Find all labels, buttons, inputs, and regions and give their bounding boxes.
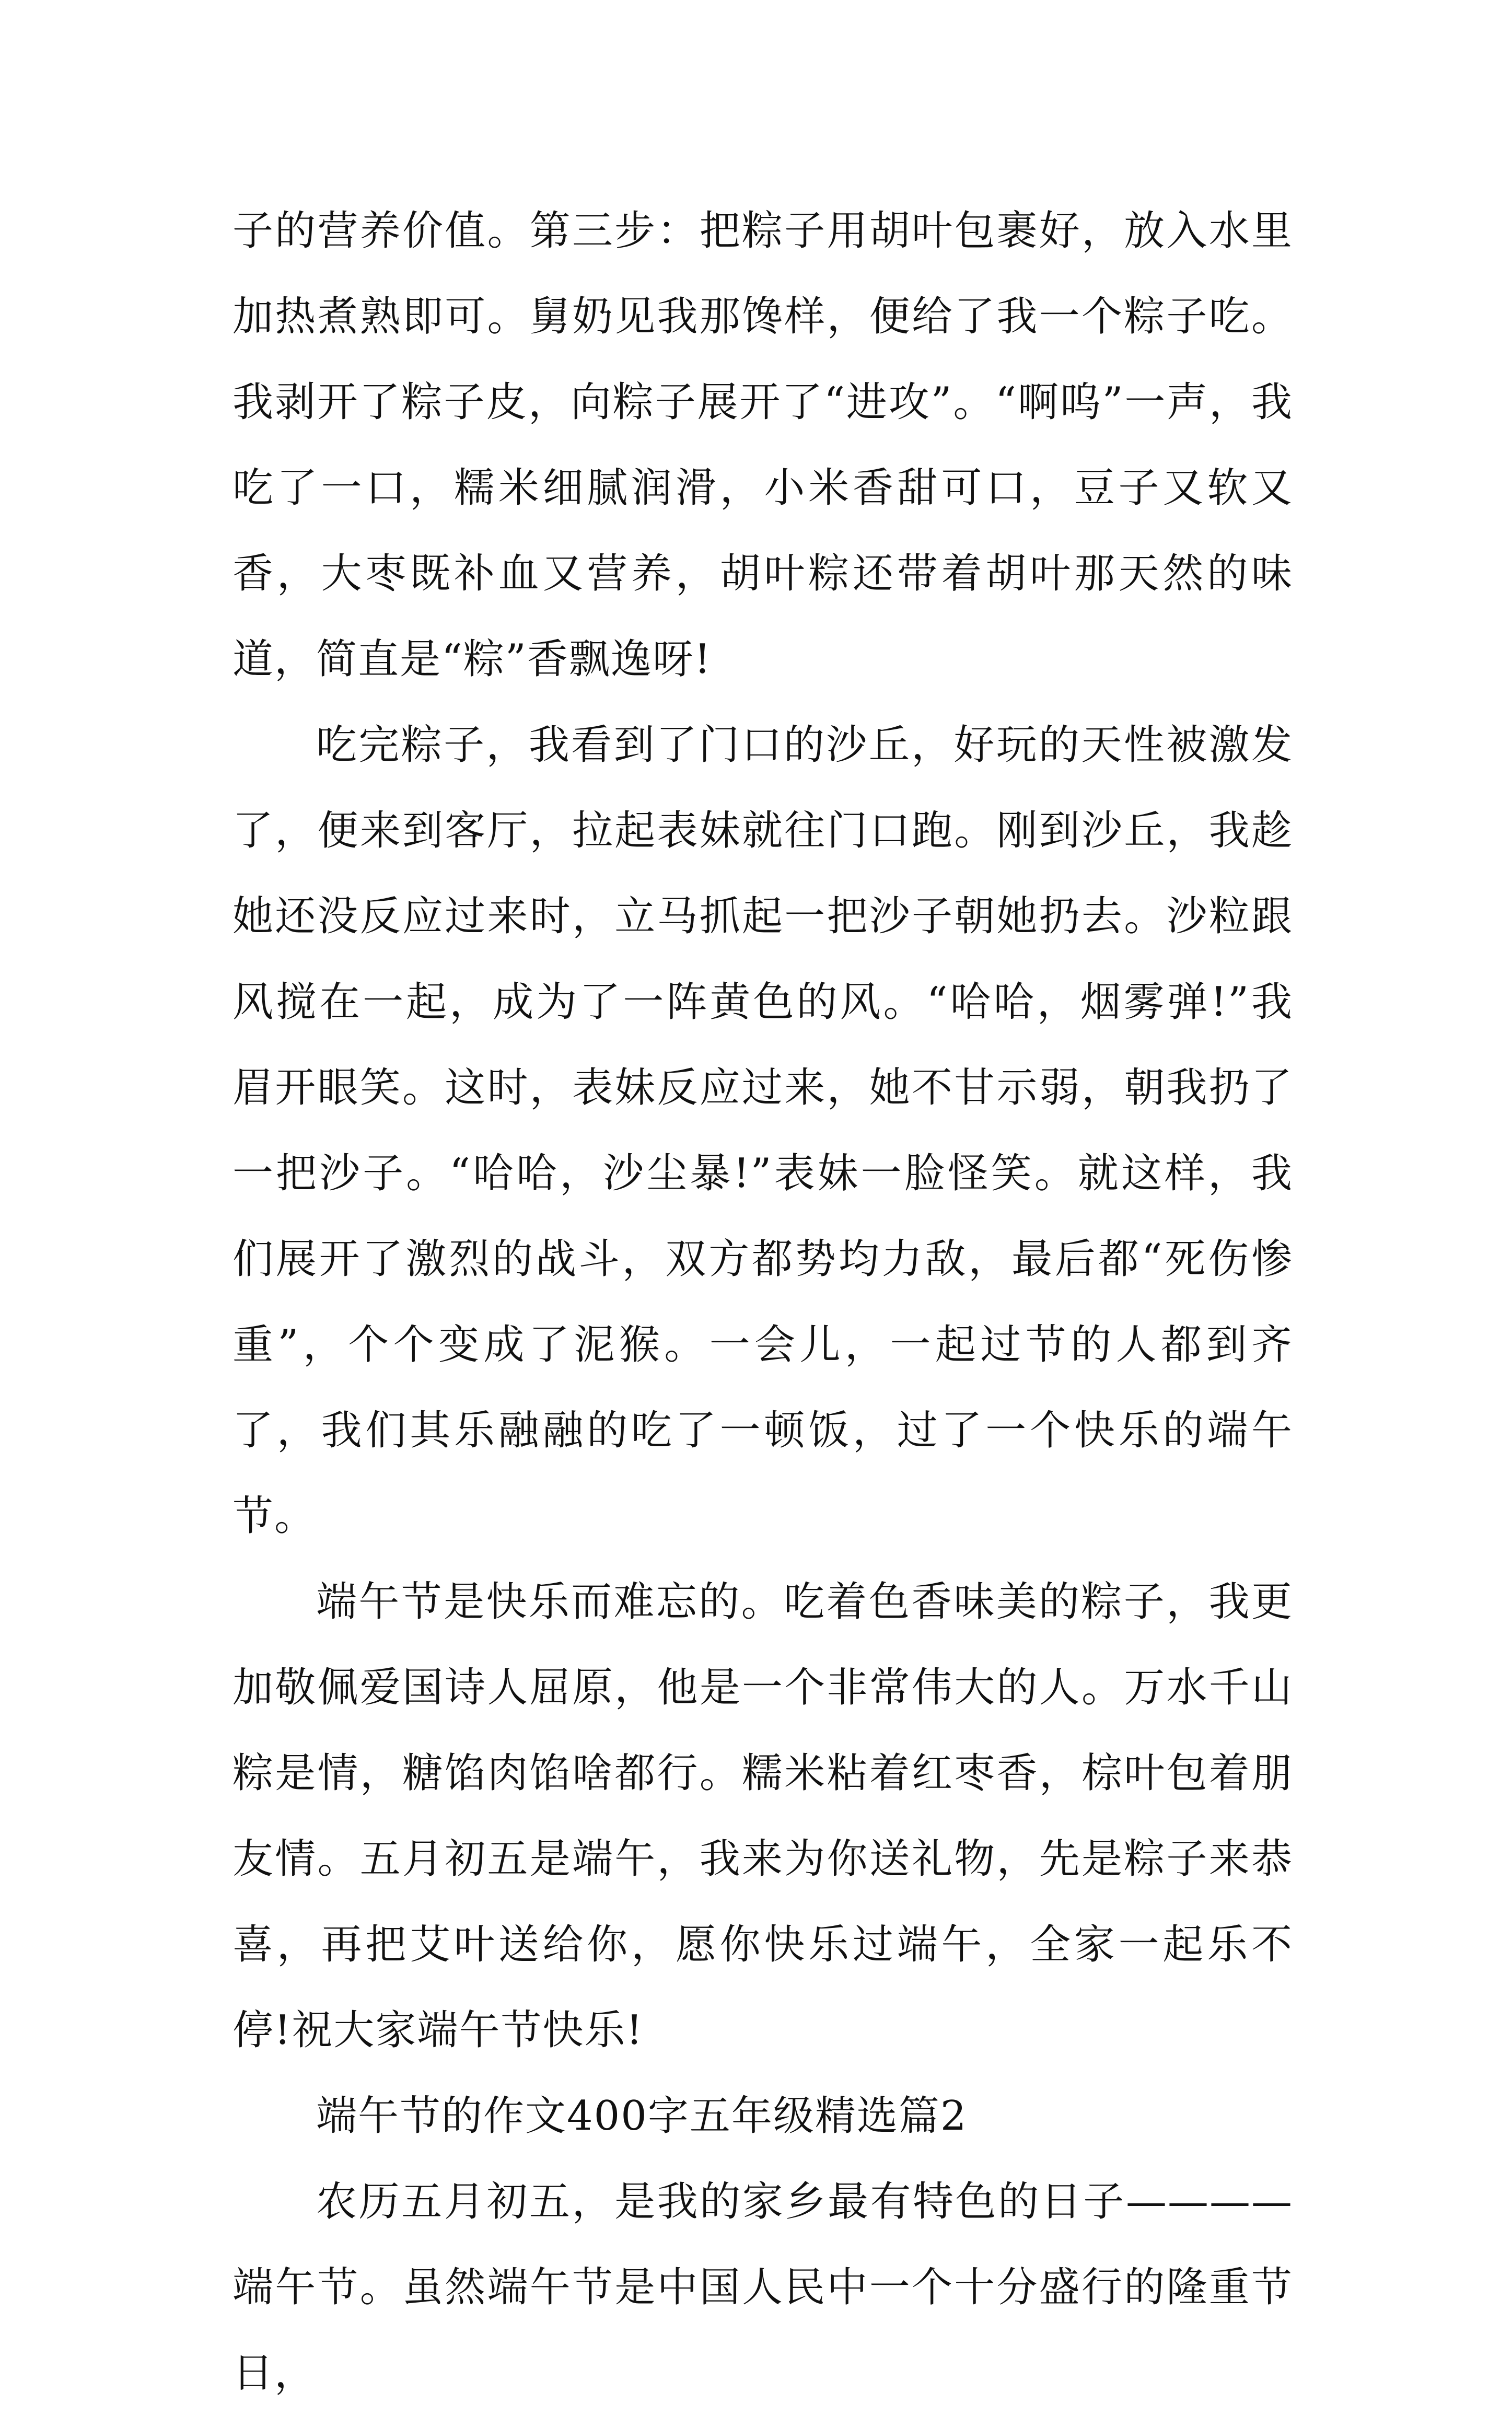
document-body	[232, 188, 1293, 2416]
paragraph-sand-fight: 吃完粽子，我看到了门口的沙丘，好玩的天性被激发了，便来到客厅，拉起表妹就往门口跑。刚到沙丘，我趁她还没反应过来时，立马抓起一把沙子朝她扔去。沙粒跟风搅在一起，成为了一阵黄色的风。“哈哈，烟雾弹!”我眉开眼笑。这时，表妹反应过来，她不甘示弱，朝我扔了一把沙子。“哈哈，沙尘暴!”表妹一脸怪笑。就这样，我们展开了激烈的战斗，双方都势均力敌，最后都“死伤惨重”，个个变成了泥猴。一会儿，一起过节的人都到齐了，我们其乐融融的吃了一顿饭，过了一个快乐的端午节。	[232, 722, 1293, 1540]
paragraph-conclusion: 端午节是快乐而难忘的。吃着色香味美的粽子，我更加敬佩爱国诗人屈原，他是一个非常伟大的人。万水千山粽是情，糖馅肉馅啥都行。糯米粘着红枣香，棕叶包着朋友情。五月初五是端午，我来为你送礼物，先是粽子来恭喜，再把艾叶送给你，愿你快乐过端午，全家一起乐不停!祝大家端午节快乐!	[232, 1578, 1293, 2054]
paragraph-continuation: 子的营养价值。第三步：把粽子用胡叶包裹好，放入水里加热煮熟即可。舅奶见我那馋样，便给了我一个粽子吃。我剥开了粽子皮，向粽子展开了“进攻”。“啊呜”一声，我吃了一口，糯米细腻润滑，小米香甜可口，豆子又软又香，大枣既补血又营养，胡叶粽还带着胡叶那天然的味道，简直是“粽”香飘逸呀!	[232, 207, 1293, 683]
section-heading: 端午节的作文400字五年级精选篇2	[316, 2093, 968, 2140]
paragraph-essay-two-start: 农历五月初五，是我的家乡最有特色的日子————端午节。虽然端午节是中国人民中一个十分盛行的隆重节日，	[232, 2178, 1293, 2397]
